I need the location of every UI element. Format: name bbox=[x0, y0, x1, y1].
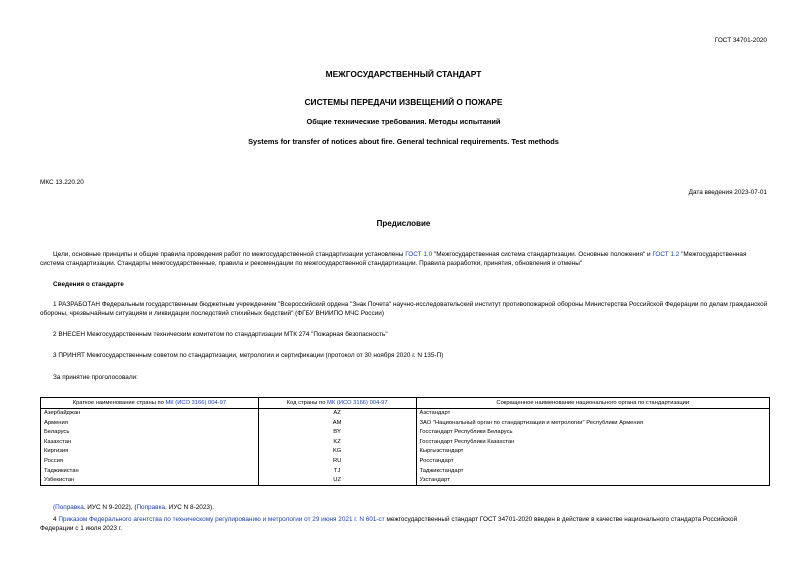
table-row bbox=[41, 476, 770, 486]
link-amendment-1[interactable]: Поправка bbox=[55, 504, 84, 511]
cell-country: Таджикистан bbox=[41, 466, 259, 476]
table-row bbox=[41, 418, 770, 428]
standard-subtitle: Общие технические требования. Методы испытаний bbox=[306, 117, 501, 126]
cell-country: Азербайджан bbox=[41, 408, 259, 418]
link-gost-1-2[interactable]: ГОСТ 1.2 bbox=[652, 251, 680, 258]
table-row bbox=[41, 428, 770, 438]
link-mk-iso-3166[interactable]: МК (ИСО 3166) 004-97 bbox=[327, 399, 388, 406]
paragraph-text: Цели, основные принципы и общие правила проведения работ по межгосударственной стандартизации установлены bbox=[53, 251, 406, 258]
paragraph-text: межгосударственный стандарт ГОСТ 34701-2020 введен в действие в качестве национального стандарта Российской Федерации с 1 июля 2023 г. bbox=[40, 516, 738, 532]
amendment-text: . ИУС N 9-2022), ( bbox=[83, 504, 137, 511]
cell-code: KZ bbox=[258, 437, 416, 447]
table-row bbox=[41, 457, 770, 467]
table-header-row bbox=[41, 398, 770, 409]
link-order-601-st[interactable]: Приказом Федерального агентства по техническому регулированию и метрологии от 29 июня 2021 г. N 601-ст bbox=[58, 516, 385, 523]
header-country bbox=[41, 398, 259, 409]
cell-country: Армения bbox=[41, 418, 259, 428]
cell-country: Россия bbox=[41, 457, 259, 467]
standard-title-english: Systems for transfer of notices about fire. General technical requirements. Test methods bbox=[248, 137, 559, 146]
paragraph-text: "Межгосударственная система стандартизации. Основные положения" и bbox=[432, 251, 653, 258]
doc-code: ГОСТ 34701-2020 bbox=[714, 37, 767, 44]
amendment-text: . ИУС N 8-2023). bbox=[165, 504, 214, 511]
table-row bbox=[41, 447, 770, 457]
header-code bbox=[258, 398, 416, 409]
table-row bbox=[41, 466, 770, 476]
paragraph-adopted: 3 ПРИНЯТ Межгосударственным советом по стандартизации, метрологии и сертификации (протокол от 30 ноября 2020 г. N 135-П) bbox=[53, 352, 444, 359]
cell-org: ЗАО "Национальный орган по стандартизации и метрологии" Республики Армения bbox=[416, 418, 769, 428]
cell-country: Киргизия bbox=[41, 447, 259, 457]
paragraph-introduced: 2 ВНЕСЕН Межгосударственным техническим комитетом по стандартизации МТК 274 "Пожарная безопасность" bbox=[53, 331, 388, 338]
table-row bbox=[41, 437, 770, 447]
cell-org: Госстандарт Республики Беларусь bbox=[416, 428, 769, 438]
cell-code: RU bbox=[258, 457, 416, 467]
paragraph-developed: 1 РАЗРАБОТАН Федеральным государственным бюджетным учреждением "Всероссийский ордена "Знак Почета" научно-исследовательский институт противопожарной обороны Министерства Российской Федерации по делам гражданской обороны, чрезвычайным ситуациям и ликвидации последствий стихийных бедствий" (ФГБУ ВНИИПО МЧС России) bbox=[40, 301, 768, 317]
cell-code: KG bbox=[258, 447, 416, 457]
link-gost-1-0[interactable]: ГОСТ 1.0 bbox=[405, 251, 433, 258]
cell-org: Госстандарт Республики Казахстан bbox=[416, 437, 769, 447]
cell-code: AM bbox=[258, 418, 416, 428]
cell-org: Узстандарт bbox=[416, 476, 769, 486]
paragraph-text: "Межгосударственная система стандартизации. Стандарты межгосударственные, правила и рекомендации по межгосударственной стандартизации. Правила разработки, принятия, обновления и отмены" bbox=[40, 251, 747, 267]
paragraph-voted: За принятие проголосовали: bbox=[53, 374, 138, 381]
cell-code: AZ bbox=[258, 408, 416, 418]
header-text: Краткое наименование страны по bbox=[72, 399, 166, 406]
amendments-line bbox=[53, 503, 214, 512]
header-text: Код страны по bbox=[286, 399, 328, 406]
cell-org: Росстандарт bbox=[416, 457, 769, 467]
foreword-heading: Предисловие bbox=[376, 219, 431, 228]
paragraph-order bbox=[40, 515, 772, 533]
paragraph-text: 4 bbox=[53, 516, 59, 523]
header-org: Сокращенное наименование национального органа по стандартизации bbox=[416, 398, 769, 409]
cell-country: Узбекистан bbox=[41, 476, 259, 486]
cell-code: BY bbox=[258, 428, 416, 438]
info-heading: Сведения о стандарте bbox=[53, 281, 124, 288]
cell-org: Азстандарт bbox=[416, 408, 769, 418]
cell-code: TJ bbox=[258, 466, 416, 476]
amendment-text: ( bbox=[53, 504, 56, 511]
link-mk-iso-3166[interactable]: МК (ИСО 3166) 004-97 bbox=[165, 399, 227, 406]
link-amendment-2[interactable]: Поправка bbox=[136, 504, 166, 511]
voting-table bbox=[40, 397, 770, 486]
paragraph-goals bbox=[40, 250, 772, 268]
intro-date: Дата введения 2023-07-01 bbox=[688, 189, 767, 196]
standard-type: МЕЖГОСУДАРСТВЕННЫЙ СТАНДАРТ bbox=[325, 69, 482, 79]
cell-code: UZ bbox=[258, 476, 416, 486]
mks-code: МКС 13.220.20 bbox=[40, 179, 84, 186]
cell-country: Беларусь bbox=[41, 428, 259, 438]
standard-title: СИСТЕМЫ ПЕРЕДАЧИ ИЗВЕЩЕНИЙ О ПОЖАРЕ bbox=[304, 97, 503, 107]
cell-org: Кыргызстандарт bbox=[416, 447, 769, 457]
cell-country: Казахстан bbox=[41, 437, 259, 447]
table-row bbox=[41, 408, 770, 418]
cell-org: Таджикстандарт bbox=[416, 466, 769, 476]
